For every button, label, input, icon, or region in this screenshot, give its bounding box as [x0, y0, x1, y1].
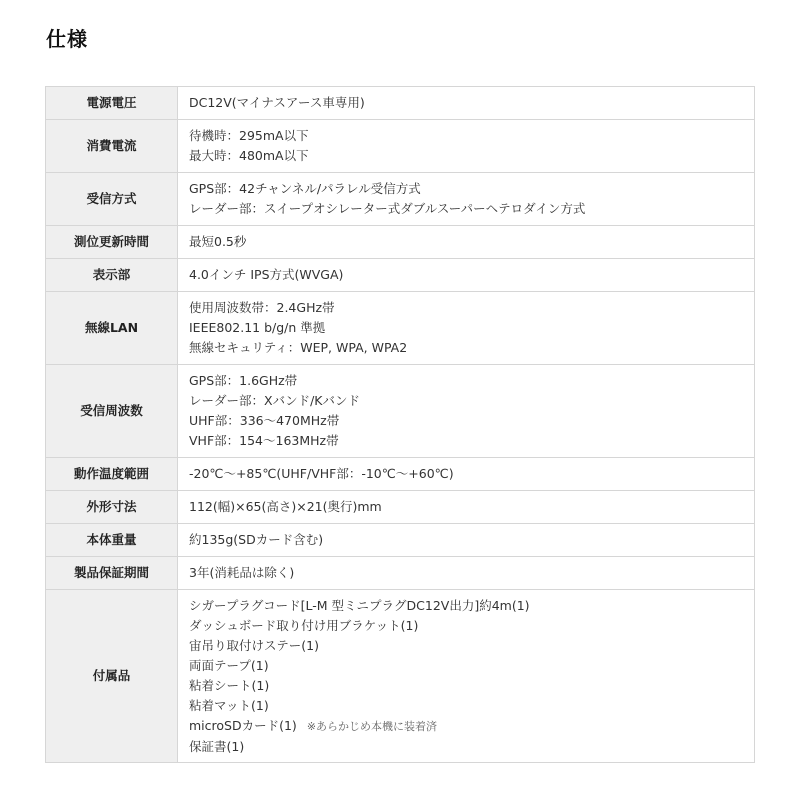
- spec-value-line: DC12V(マイナスアース車専用): [189, 95, 365, 110]
- spec-row: [46, 226, 755, 259]
- spec-row: [46, 173, 755, 226]
- spec-label: 測位更新時間: [46, 226, 178, 259]
- spec-value-line: 宙吊り取付けステー(1): [189, 637, 319, 653]
- spec-row: [46, 292, 755, 365]
- spec-value-text: microSDカード(1): [189, 717, 297, 733]
- spec-table: [45, 86, 755, 763]
- spec-value-line: 待機時：295mA以下: [189, 128, 309, 143]
- spec-label: 外形寸法: [46, 491, 178, 524]
- spec-label: 動作温度範囲: [46, 458, 178, 491]
- spec-value: [178, 365, 755, 458]
- spec-value-line: 保証書(1): [189, 738, 245, 754]
- spec-value: [178, 259, 755, 292]
- spec-row: [46, 524, 755, 557]
- spec-value: [178, 226, 755, 259]
- spec-value-line: 使用周波数帯：2.4GHz帯: [189, 300, 335, 315]
- spec-value-line: 4.0インチ IPS方式(WVGA): [189, 267, 344, 282]
- spec-value-line: ダッシュボード取り付け用ブラケット(1): [189, 617, 419, 633]
- spec-value-line: 両面テープ(1): [189, 657, 269, 673]
- spec-label: 受信方式: [46, 173, 178, 226]
- spec-value-line: GPS部：42チャンネル/パラレル受信方式: [189, 181, 421, 196]
- spec-label: 無線LAN: [46, 292, 178, 365]
- spec-label: 消費電流: [46, 120, 178, 173]
- spec-value-line: 約135g(SDカード含む): [189, 532, 324, 547]
- spec-value-line: 最短0.5秒: [189, 234, 247, 249]
- spec-row: [46, 259, 755, 292]
- spec-label: 付属品: [46, 590, 178, 763]
- spec-value-line: UHF部：336～470MHz帯: [189, 413, 340, 428]
- spec-value: [178, 524, 755, 557]
- spec-row: [46, 557, 755, 590]
- spec-value: [178, 590, 755, 763]
- spec-value: [178, 120, 755, 173]
- spec-value-line: 最大時：480mA以下: [189, 148, 309, 163]
- spec-value-line: 112(幅)×65(高さ)×21(奥行)mm: [189, 499, 382, 514]
- spec-value-line: [189, 716, 754, 737]
- spec-row: [46, 87, 755, 120]
- page-title: 仕様: [46, 27, 88, 51]
- spec-value: [178, 292, 755, 365]
- spec-value: [178, 491, 755, 524]
- spec-label: 製品保証期間: [46, 557, 178, 590]
- spec-value-line: シガープラグコード[L-M 型ミニプラグDC12V出力]約4m(1): [189, 597, 530, 613]
- spec-row: [46, 365, 755, 458]
- spec-value-line: 無線セキュリティ：WEP, WPA, WPA2: [189, 340, 408, 355]
- spec-row: [46, 458, 755, 491]
- spec-value-line: 粘着シート(1): [189, 677, 270, 693]
- spec-value: [178, 458, 755, 491]
- spec-value-line: GPS部：1.6GHz帯: [189, 373, 298, 388]
- spec-label: 電源電圧: [46, 87, 178, 120]
- spec-value-line: IEEE802.11 b/g/n 準拠: [189, 320, 326, 335]
- spec-value: [178, 87, 755, 120]
- spec-value-line: レーダー部：スイープオシレーター式ダブルスーパーヘテロダイン方式: [189, 201, 586, 216]
- spec-value-line: VHF部：154～163MHz帯: [189, 433, 339, 448]
- spec-row: [46, 120, 755, 173]
- spec-label: 受信周波数: [46, 365, 178, 458]
- spec-label: 本体重量: [46, 524, 178, 557]
- spec-label: 表示部: [46, 259, 178, 292]
- spec-row: [46, 491, 755, 524]
- spec-note: ※あらかじめ本機に装着済: [306, 719, 438, 733]
- spec-value-line: -20℃～+85℃(UHF/VHF部：-10℃～+60℃): [189, 466, 454, 481]
- spec-value-line: 粘着マット(1): [189, 697, 269, 713]
- spec-row: [46, 590, 755, 763]
- spec-value: [178, 557, 755, 590]
- spec-value: [178, 173, 755, 226]
- spec-value-line: レーダー部：Xバンド/Kバンド: [189, 393, 360, 408]
- spec-value-line: 3年(消耗品は除く): [189, 565, 295, 580]
